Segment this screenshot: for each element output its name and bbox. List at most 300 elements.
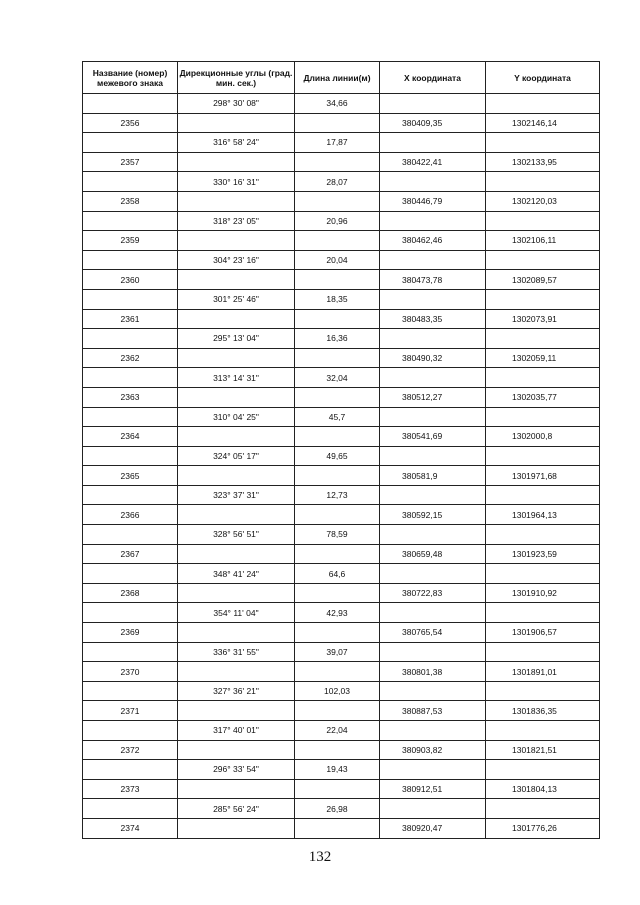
x-coordinate-cell-text xyxy=(380,294,402,304)
x-coordinate-cell-text xyxy=(380,216,402,226)
y-coordinate-cell xyxy=(486,348,600,368)
page-number: 132 xyxy=(308,849,332,865)
y-coordinate-cell-text xyxy=(486,764,512,774)
y-coordinate-cell-text xyxy=(486,216,512,226)
x-coordinate-cell xyxy=(380,681,486,701)
directional-angle-cell-text: 295° 13' 04" xyxy=(213,333,259,344)
directional-angle-cell-text: 324° 05' 17" xyxy=(213,450,259,461)
x-coordinate-cell xyxy=(380,779,486,799)
y-coordinate-cell-text: 1301910,92 xyxy=(512,588,557,599)
x-coordinate-cell-text xyxy=(380,177,402,187)
y-coordinate-cell xyxy=(486,779,600,799)
directional-angle-cell xyxy=(178,329,295,349)
x-coordinate-cell xyxy=(380,642,486,662)
line-length-cell-text: 34,66 xyxy=(326,98,348,109)
marker-name-cell xyxy=(83,152,178,172)
line-length-cell xyxy=(295,642,380,662)
x-coordinate-cell xyxy=(380,466,486,486)
y-coordinate-cell-text xyxy=(486,177,512,187)
marker-name-cell-text: 2374 xyxy=(120,823,140,834)
x-coordinate-cell xyxy=(380,309,486,329)
marker-name-cell-text: 2366 xyxy=(120,509,140,520)
line-length-cell-text: 12,73 xyxy=(326,490,348,501)
y-coordinate-cell xyxy=(486,662,600,682)
marker-name-cell xyxy=(83,133,178,153)
table-row xyxy=(83,191,600,211)
x-coordinate-cell xyxy=(380,191,486,211)
marker-name-cell xyxy=(83,760,178,780)
directional-angle-cell xyxy=(178,427,295,447)
line-length-cell-text: 26,98 xyxy=(326,803,348,814)
x-coordinate-cell-text: 380765,54 xyxy=(402,627,443,638)
marker-name-cell xyxy=(83,250,178,270)
x-coordinate-cell-text xyxy=(380,647,402,657)
y-coordinate-cell xyxy=(486,231,600,251)
x-coordinate-cell xyxy=(380,113,486,133)
y-coordinate-cell xyxy=(486,799,600,819)
directional-angle-cell-text: 323° 37' 31" xyxy=(213,490,259,501)
y-coordinate-cell-text xyxy=(486,255,512,265)
x-coordinate-cell-text xyxy=(380,725,402,735)
y-coordinate-cell xyxy=(486,94,600,114)
y-coordinate-cell xyxy=(486,818,600,838)
marker-name-cell xyxy=(83,309,178,329)
directional-angle-cell xyxy=(178,799,295,819)
y-coordinate-cell xyxy=(486,152,600,172)
table-row xyxy=(83,544,600,564)
x-coordinate-cell-text: 380592,15 xyxy=(402,509,443,520)
marker-name-cell xyxy=(83,799,178,819)
line-length-cell-text: 19,43 xyxy=(326,764,348,775)
y-coordinate-cell xyxy=(486,329,600,349)
marker-name-cell xyxy=(83,191,178,211)
x-coordinate-cell xyxy=(380,583,486,603)
header-directional-angle: Дирекционные углы (град. мин. сек.) xyxy=(178,62,295,94)
directional-angle-cell xyxy=(178,309,295,329)
line-length-cell xyxy=(295,485,380,505)
y-coordinate-cell xyxy=(486,505,600,525)
y-coordinate-cell-text xyxy=(486,529,512,539)
directional-angle-cell-text: 298° 30' 08" xyxy=(213,98,259,109)
table-row xyxy=(83,740,600,760)
table-row xyxy=(83,211,600,231)
directional-angle-cell-text: 330° 16' 31" xyxy=(213,176,259,187)
marker-name-cell xyxy=(83,329,178,349)
y-coordinate-cell-text: 1302089,57 xyxy=(512,274,557,285)
header-y-coordinate: Y координата xyxy=(486,62,600,94)
marker-name-cell xyxy=(83,172,178,192)
directional-angle-cell xyxy=(178,681,295,701)
marker-name-cell xyxy=(83,721,178,741)
marker-name-cell xyxy=(83,701,178,721)
directional-angle-cell-text: 310° 04' 25" xyxy=(213,411,259,422)
line-length-cell xyxy=(295,799,380,819)
line-length-cell-text: 102,03 xyxy=(324,686,350,697)
line-length-cell xyxy=(295,211,380,231)
marker-name-cell xyxy=(83,603,178,623)
directional-angle-cell xyxy=(178,407,295,427)
x-coordinate-cell-text: 380722,83 xyxy=(402,588,443,599)
y-coordinate-cell-text: 1301836,35 xyxy=(512,705,557,716)
table-row xyxy=(83,368,600,388)
x-coordinate-cell xyxy=(380,525,486,545)
directional-angle-cell xyxy=(178,583,295,603)
table-row xyxy=(83,642,600,662)
marker-name-cell xyxy=(83,466,178,486)
line-length-cell xyxy=(295,721,380,741)
line-length-cell xyxy=(295,446,380,466)
line-length-cell xyxy=(295,505,380,525)
line-length-cell xyxy=(295,740,380,760)
table-row xyxy=(83,270,600,290)
line-length-cell xyxy=(295,368,380,388)
marker-name-cell-text: 2364 xyxy=(120,431,140,442)
directional-angle-cell-text: 348° 41' 24" xyxy=(213,568,259,579)
x-coordinate-cell-text: 380483,35 xyxy=(402,313,443,324)
line-length-cell-text: 78,59 xyxy=(326,529,348,540)
y-coordinate-cell-text: 1302035,77 xyxy=(512,392,557,403)
x-coordinate-cell-text: 380801,38 xyxy=(402,666,443,677)
y-coordinate-cell xyxy=(486,172,600,192)
y-coordinate-cell xyxy=(486,564,600,584)
y-coordinate-cell-text xyxy=(486,373,512,383)
directional-angle-cell xyxy=(178,368,295,388)
x-coordinate-cell xyxy=(380,211,486,231)
x-coordinate-cell xyxy=(380,799,486,819)
directional-angle-cell-text: 317° 40' 01" xyxy=(213,725,259,736)
x-coordinate-cell xyxy=(380,250,486,270)
y-coordinate-cell xyxy=(486,740,600,760)
directional-angle-cell xyxy=(178,348,295,368)
table-row xyxy=(83,760,600,780)
table-row xyxy=(83,172,600,192)
y-coordinate-cell-text: 1302073,91 xyxy=(512,313,557,324)
directional-angle-cell-text: 313° 14' 31" xyxy=(213,372,259,383)
y-coordinate-cell-text xyxy=(486,451,512,461)
y-coordinate-cell-text xyxy=(486,294,512,304)
x-coordinate-cell-text: 380541,69 xyxy=(402,431,443,442)
x-coordinate-cell-text: 380920,47 xyxy=(402,823,443,834)
x-coordinate-cell-text xyxy=(380,137,402,147)
table-row xyxy=(83,681,600,701)
x-coordinate-cell xyxy=(380,505,486,525)
marker-name-cell-text: 2358 xyxy=(120,196,140,207)
line-length-cell-text: 49,65 xyxy=(326,450,348,461)
y-coordinate-cell xyxy=(486,289,600,309)
table-row xyxy=(83,701,600,721)
y-coordinate-cell-text: 1302146,14 xyxy=(512,117,557,128)
x-coordinate-cell-text xyxy=(380,255,402,265)
y-coordinate-cell xyxy=(486,642,600,662)
y-coordinate-cell-text: 1301891,01 xyxy=(512,666,557,677)
directional-angle-cell xyxy=(178,662,295,682)
line-length-cell-text: 20,04 xyxy=(326,255,348,266)
directional-angle-cell-text: 327° 36' 21" xyxy=(213,686,259,697)
x-coordinate-cell xyxy=(380,446,486,466)
line-length-cell xyxy=(295,544,380,564)
x-coordinate-cell-text: 380903,82 xyxy=(402,744,443,755)
directional-angle-cell xyxy=(178,701,295,721)
directional-angle-cell xyxy=(178,466,295,486)
y-coordinate-cell-text xyxy=(486,98,512,108)
marker-name-cell xyxy=(83,94,178,114)
line-length-cell xyxy=(295,231,380,251)
line-length-cell xyxy=(295,329,380,349)
header-line-length: Длина линии(м) xyxy=(295,62,380,94)
directional-angle-cell-text: 301° 25' 46" xyxy=(213,294,259,305)
table-row xyxy=(83,818,600,838)
table-row xyxy=(83,289,600,309)
line-length-cell xyxy=(295,466,380,486)
line-length-cell-text: 16,36 xyxy=(326,333,348,344)
line-length-cell xyxy=(295,583,380,603)
directional-angle-cell xyxy=(178,446,295,466)
marker-name-cell xyxy=(83,427,178,447)
table-row xyxy=(83,407,600,427)
directional-angle-cell xyxy=(178,289,295,309)
x-coordinate-cell-text xyxy=(380,608,402,618)
y-coordinate-cell-text xyxy=(486,686,512,696)
x-coordinate-cell-text: 380912,51 xyxy=(402,784,443,795)
y-coordinate-cell-text xyxy=(486,333,512,343)
x-coordinate-cell-text: 380446,79 xyxy=(402,196,443,207)
x-coordinate-cell xyxy=(380,348,486,368)
y-coordinate-cell-text xyxy=(486,804,512,814)
x-coordinate-cell-text xyxy=(380,569,402,579)
x-coordinate-cell xyxy=(380,270,486,290)
y-coordinate-cell-text: 1302000,8 xyxy=(512,431,553,442)
y-coordinate-cell xyxy=(486,583,600,603)
y-coordinate-cell-text: 1301906,57 xyxy=(512,627,557,638)
directional-angle-cell xyxy=(178,760,295,780)
marker-name-cell xyxy=(83,544,178,564)
directional-angle-cell xyxy=(178,94,295,114)
y-coordinate-cell-text: 1301964,13 xyxy=(512,509,557,520)
marker-name-cell-text: 2359 xyxy=(120,235,140,246)
directional-angle-cell xyxy=(178,642,295,662)
marker-name-cell-text: 2371 xyxy=(120,705,140,716)
line-length-cell xyxy=(295,113,380,133)
table-header-row xyxy=(83,62,600,94)
x-coordinate-cell-text xyxy=(380,804,402,814)
marker-name-cell-text: 2365 xyxy=(120,470,140,481)
y-coordinate-cell xyxy=(486,603,600,623)
table-row xyxy=(83,309,600,329)
directional-angle-cell xyxy=(178,113,295,133)
line-length-cell xyxy=(295,760,380,780)
y-coordinate-cell-text xyxy=(486,608,512,618)
y-coordinate-cell xyxy=(486,525,600,545)
marker-name-cell-text: 2363 xyxy=(120,392,140,403)
y-coordinate-cell xyxy=(486,485,600,505)
y-coordinate-cell xyxy=(486,133,600,153)
directional-angle-cell xyxy=(178,152,295,172)
x-coordinate-cell xyxy=(380,760,486,780)
y-coordinate-cell-text xyxy=(486,137,512,147)
x-coordinate-cell xyxy=(380,231,486,251)
directional-angle-cell-text: 316° 58' 24" xyxy=(213,137,259,148)
y-coordinate-cell xyxy=(486,387,600,407)
y-coordinate-cell-text xyxy=(486,647,512,657)
marker-name-cell-text: 2362 xyxy=(120,353,140,364)
y-coordinate-cell xyxy=(486,760,600,780)
y-coordinate-cell xyxy=(486,191,600,211)
y-coordinate-cell-text: 1302059,11 xyxy=(512,353,557,364)
directional-angle-cell xyxy=(178,485,295,505)
table-row xyxy=(83,485,600,505)
x-coordinate-cell xyxy=(380,387,486,407)
line-length-cell xyxy=(295,662,380,682)
marker-name-cell-text: 2373 xyxy=(120,784,140,795)
y-coordinate-cell xyxy=(486,368,600,388)
table-row xyxy=(83,721,600,741)
line-length-cell-text: 45,7 xyxy=(328,411,346,422)
x-coordinate-cell-text xyxy=(380,490,402,500)
y-coordinate-cell-text xyxy=(486,412,512,422)
marker-name-cell xyxy=(83,681,178,701)
y-coordinate-cell-text: 1302133,95 xyxy=(512,157,557,168)
table-row xyxy=(83,623,600,643)
x-coordinate-cell xyxy=(380,740,486,760)
line-length-cell xyxy=(295,172,380,192)
y-coordinate-cell xyxy=(486,466,600,486)
header-marker-name: Название (номер) межевого знака xyxy=(83,62,178,94)
marker-name-cell xyxy=(83,662,178,682)
line-length-cell xyxy=(295,427,380,447)
marker-name-cell-text: 2357 xyxy=(120,157,140,168)
table-row xyxy=(83,329,600,349)
y-coordinate-cell xyxy=(486,701,600,721)
line-length-cell xyxy=(295,525,380,545)
directional-angle-cell xyxy=(178,133,295,153)
y-coordinate-cell-text: 1301804,13 xyxy=(512,784,557,795)
marker-name-cell xyxy=(83,525,178,545)
x-coordinate-cell xyxy=(380,818,486,838)
x-coordinate-cell-text xyxy=(380,333,402,343)
directional-angle-cell xyxy=(178,172,295,192)
x-coordinate-cell-text: 380490,32 xyxy=(402,353,443,364)
directional-angle-cell xyxy=(178,211,295,231)
marker-name-cell xyxy=(83,583,178,603)
directional-angle-cell xyxy=(178,623,295,643)
table-row xyxy=(83,427,600,447)
table-row xyxy=(83,583,600,603)
table-row xyxy=(83,250,600,270)
x-coordinate-cell-text: 380422,41 xyxy=(402,157,443,168)
table-row xyxy=(83,113,600,133)
marker-name-cell xyxy=(83,407,178,427)
marker-name-cell-text: 2367 xyxy=(120,548,140,559)
directional-angle-cell xyxy=(178,191,295,211)
x-coordinate-cell-text: 380887,53 xyxy=(402,705,443,716)
x-coordinate-cell xyxy=(380,623,486,643)
table-row xyxy=(83,133,600,153)
table-row xyxy=(83,799,600,819)
directional-angle-cell xyxy=(178,231,295,251)
x-coordinate-cell xyxy=(380,544,486,564)
marker-name-cell xyxy=(83,113,178,133)
x-coordinate-cell-text xyxy=(380,373,402,383)
line-length-cell xyxy=(295,250,380,270)
x-coordinate-cell-text: 380462,46 xyxy=(402,235,443,246)
x-coordinate-cell-text: 380581,9 xyxy=(402,470,438,481)
line-length-cell xyxy=(295,387,380,407)
x-coordinate-cell xyxy=(380,564,486,584)
line-length-cell xyxy=(295,133,380,153)
y-coordinate-cell xyxy=(486,113,600,133)
line-length-cell xyxy=(295,681,380,701)
y-coordinate-cell-text: 1301821,51 xyxy=(512,744,557,755)
directional-angle-cell xyxy=(178,387,295,407)
line-length-cell xyxy=(295,407,380,427)
x-coordinate-cell xyxy=(380,368,486,388)
marker-name-cell xyxy=(83,623,178,643)
directional-angle-cell-text: 304° 23' 16" xyxy=(213,255,259,266)
directional-angle-cell xyxy=(178,721,295,741)
directional-angle-cell-text: 354° 11' 04" xyxy=(213,607,259,618)
marker-name-cell-text: 2372 xyxy=(120,744,140,755)
line-length-cell xyxy=(295,779,380,799)
directional-angle-cell-text: 296° 33' 54" xyxy=(213,764,259,775)
directional-angle-cell-text: 318° 23' 05" xyxy=(213,215,259,226)
line-length-cell-text: 64,6 xyxy=(328,568,346,579)
x-coordinate-cell-text xyxy=(380,764,402,774)
line-length-cell xyxy=(295,564,380,584)
table-row xyxy=(83,387,600,407)
header-x-coordinate: X координата xyxy=(380,62,486,94)
directional-angle-cell xyxy=(178,779,295,799)
marker-name-cell-text: 2368 xyxy=(120,588,140,599)
line-length-cell-text: 39,07 xyxy=(326,646,348,657)
directional-angle-cell xyxy=(178,250,295,270)
line-length-cell-text: 20,96 xyxy=(326,215,348,226)
y-coordinate-cell xyxy=(486,623,600,643)
x-coordinate-cell-text: 380659,48 xyxy=(402,548,443,559)
table-body xyxy=(83,94,600,839)
table-row xyxy=(83,152,600,172)
x-coordinate-cell xyxy=(380,152,486,172)
x-coordinate-cell-text xyxy=(380,686,402,696)
x-coordinate-cell xyxy=(380,427,486,447)
line-length-cell-text: 32,04 xyxy=(326,372,348,383)
directional-angle-cell xyxy=(178,505,295,525)
table-row xyxy=(83,446,600,466)
line-length-cell xyxy=(295,191,380,211)
y-coordinate-cell-text: 1302106,11 xyxy=(512,235,557,246)
marker-name-cell-text: 2361 xyxy=(120,313,140,324)
table-row xyxy=(83,603,600,623)
y-coordinate-cell xyxy=(486,427,600,447)
directional-angle-cell-text: 336° 31' 55" xyxy=(213,646,259,657)
y-coordinate-cell-text xyxy=(486,725,512,735)
y-coordinate-cell xyxy=(486,309,600,329)
marker-name-cell xyxy=(83,740,178,760)
marker-name-cell xyxy=(83,642,178,662)
x-coordinate-cell xyxy=(380,133,486,153)
marker-name-cell xyxy=(83,387,178,407)
line-length-cell-text: 22,04 xyxy=(326,725,348,736)
directional-angle-cell xyxy=(178,564,295,584)
marker-name-cell-text: 2356 xyxy=(120,117,140,128)
marker-name-cell xyxy=(83,446,178,466)
marker-name-cell xyxy=(83,818,178,838)
x-coordinate-cell-text: 380512,27 xyxy=(402,392,443,403)
marker-name-cell-text: 2369 xyxy=(120,627,140,638)
x-coordinate-cell xyxy=(380,172,486,192)
line-length-cell xyxy=(295,623,380,643)
line-length-cell-text: 17,87 xyxy=(326,137,348,148)
marker-name-cell xyxy=(83,211,178,231)
